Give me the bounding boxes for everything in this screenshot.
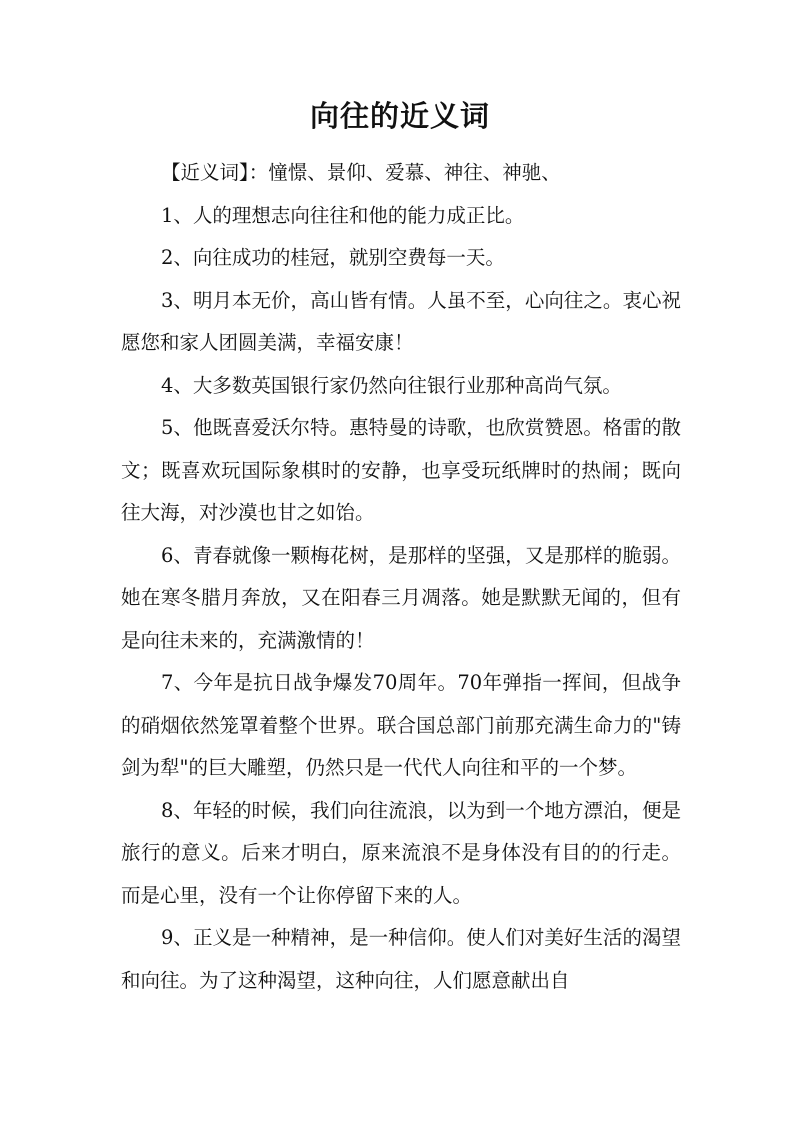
- example-sentence-7: 7、今年是抗日战争爆发70周年。70年弹指一挥间，但战争的硝烟依然笼罩着整个世界。联合国总部门前那充满生命力的"铸剑为犁"的巨大雕塑，仍然只是一代代人向往和平的一个梦。: [121, 671, 681, 779]
- document-title: 向往的近义词: [309, 99, 490, 133]
- document-body: [121, 152, 681, 1002]
- synonyms-paragraph: 【近义词】：憧憬、景仰、爱慕、神往、神驰、: [161, 161, 561, 184]
- example-sentence-8: 8、年轻的时候，我们向往流浪，以为到一个地方漂泊，便是旅行的意义。后来才明白，原来流浪不是身体没有目的的行走。而是心里，没有一个让你停留下来的人。: [121, 798, 681, 907]
- example-sentence-3: 3、明月本无价，高山皆有情。人虽不至，心向往之。衷心祝愿您和家人团圆美满，幸福安康！: [121, 288, 681, 354]
- example-sentence-1: 1、人的理想志向往往和他的能力成正比。: [161, 203, 525, 227]
- example-sentence-5: 5、他既喜爱沃尔特。惠特曼的诗歌，也欣赏赞恩。格雷的散文；既喜欢玩国际象棋时的安静，也享受玩纸牌时的热闹；既向往大海，对沙漠也甘之如饴。: [121, 416, 681, 524]
- example-sentence-2: 2、向往成功的桂冠，就别空费每一天。: [161, 246, 505, 269]
- example-sentence-6: 6、青春就像一颗梅花树，是那样的坚强，又是那样的脆弱。她在寒冬腊月奔放，又在阳春三月凋落。她是默默无闻的，但有是向往未来的，充满激情的！: [121, 543, 681, 652]
- example-sentence-4: 4、大多数英国银行家仍然向往银行业那种高尚气氛。: [161, 373, 622, 397]
- example-sentence-9: 9、正义是一种精神，是一种信仰。使人们对美好生活的渴望和向往。为了这种渴望，这种向往，人们愿意献出自: [121, 926, 681, 992]
